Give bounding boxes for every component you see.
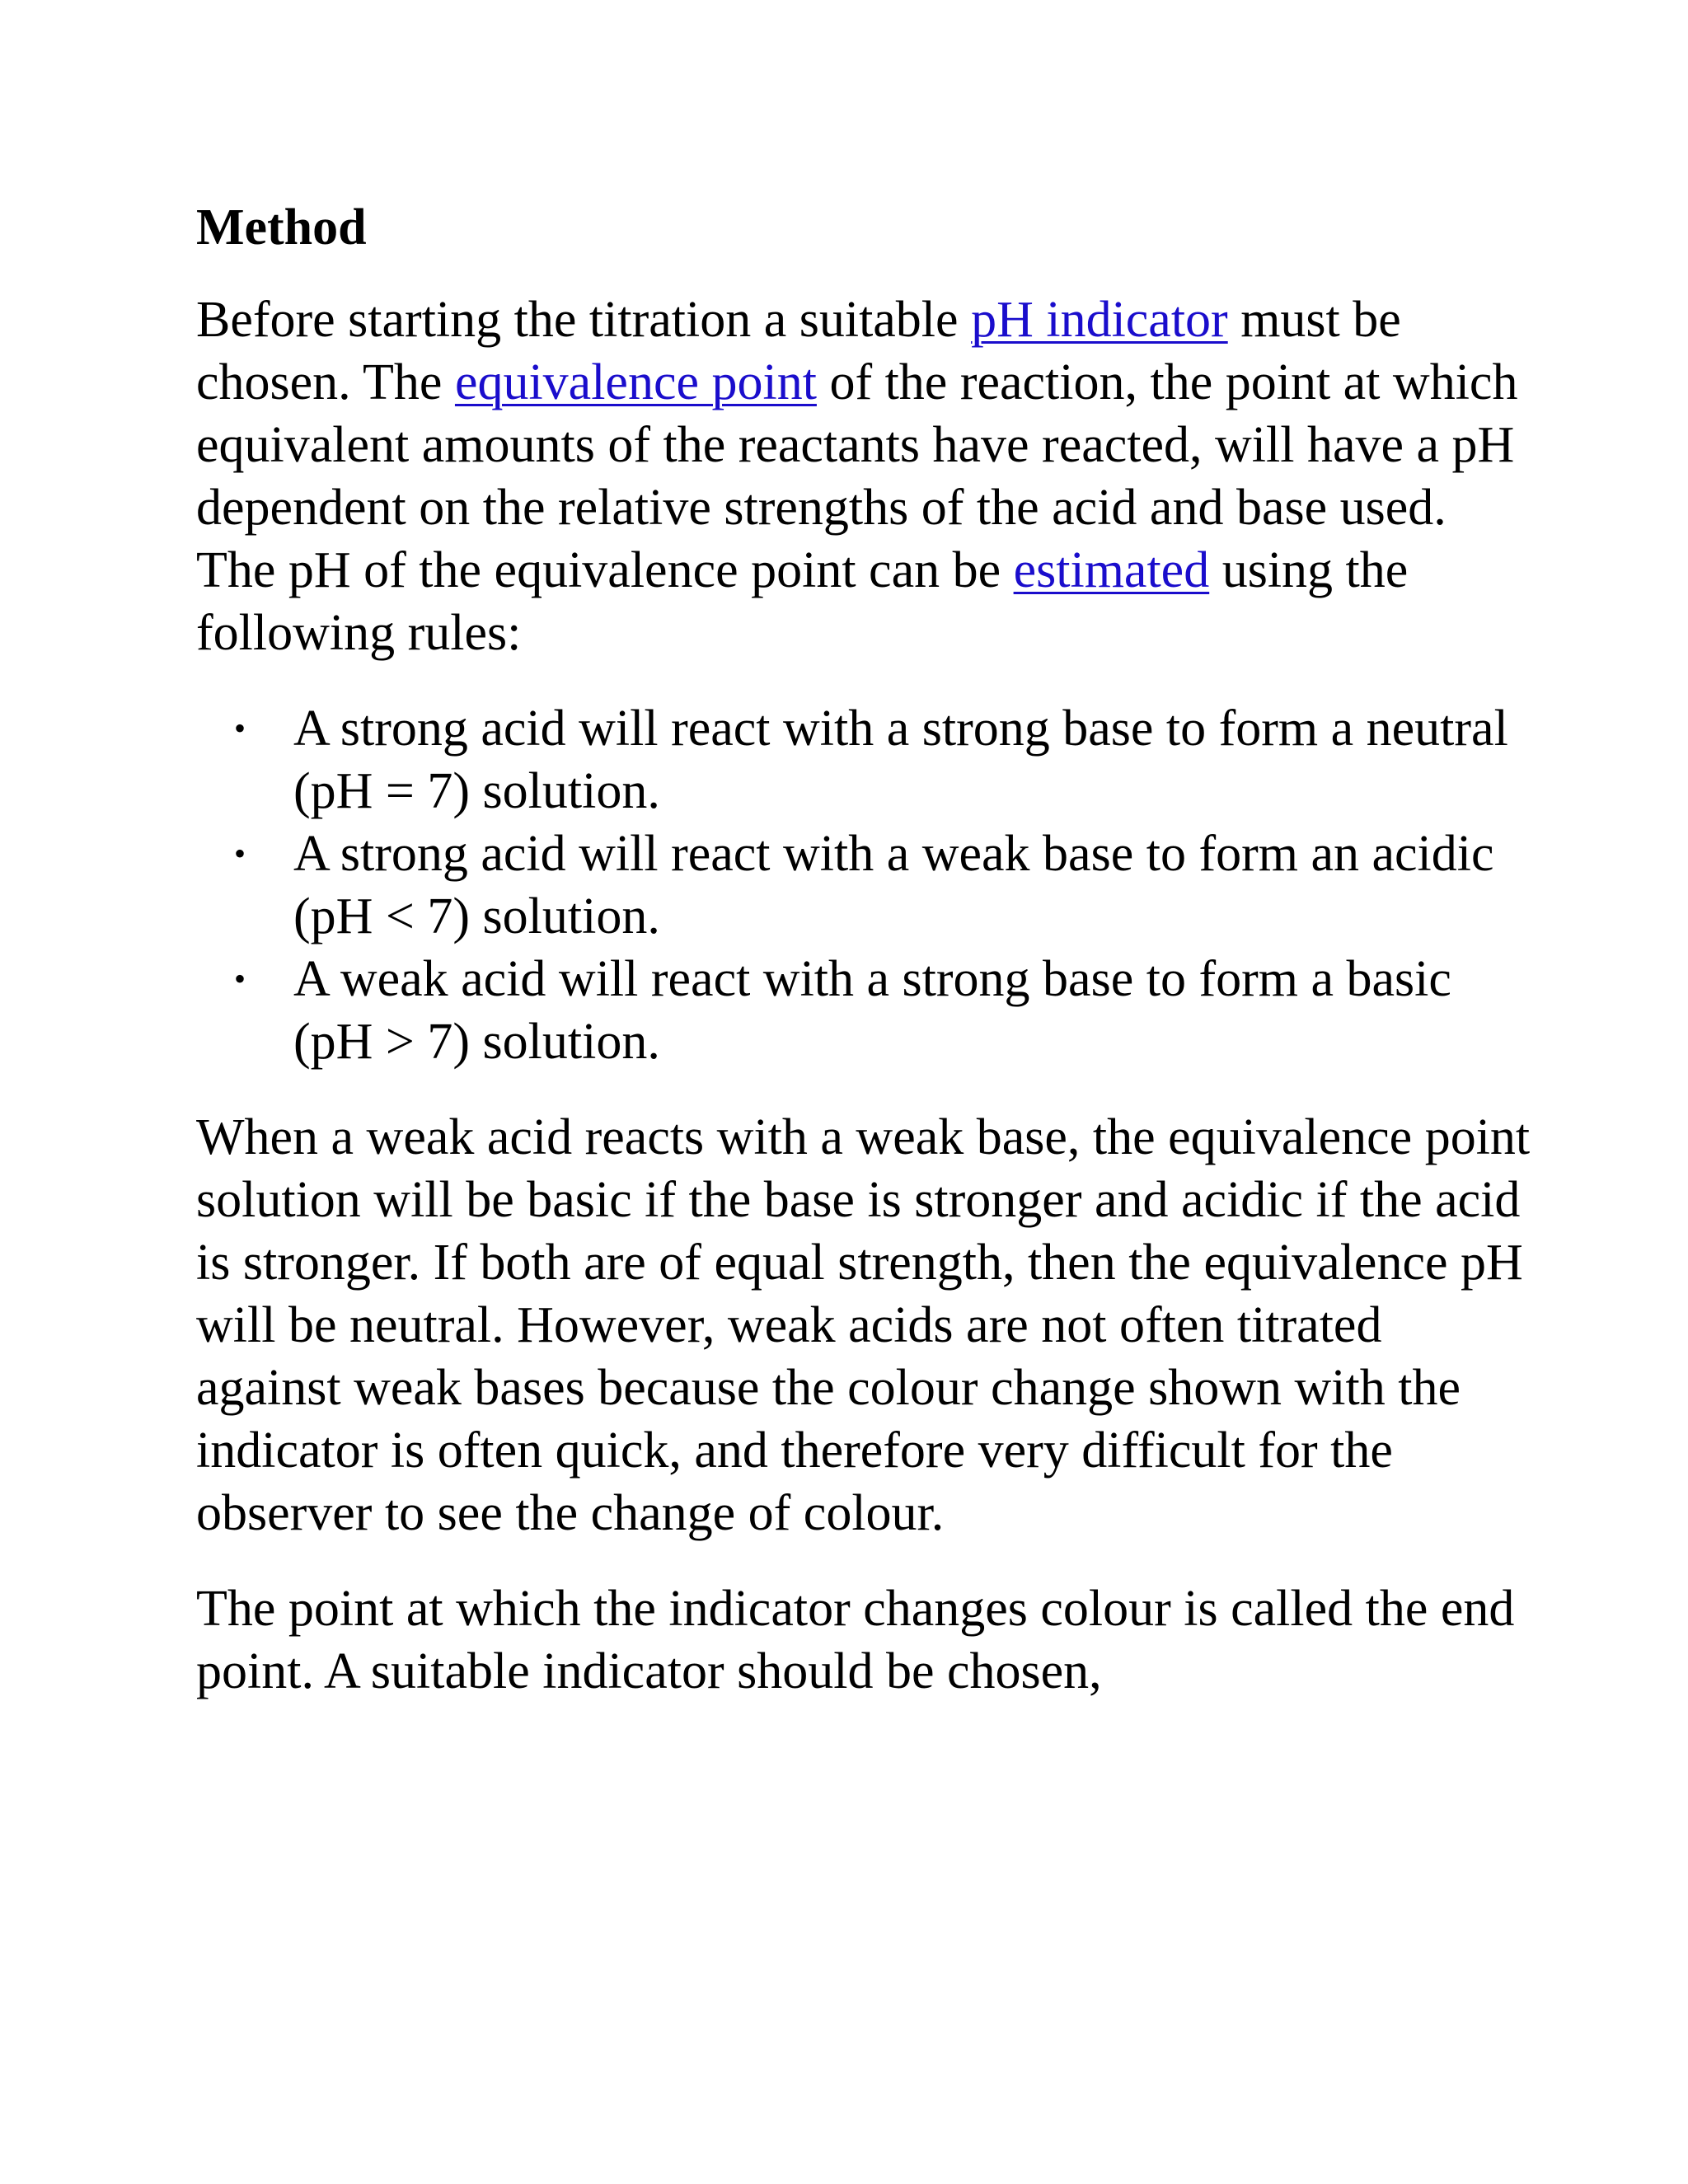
intro-paragraph <box>196 288 1531 664</box>
intro-text-4: using the following rules: <box>196 542 1409 661</box>
equivalence-point-link[interactable]: equivalence point <box>454 354 817 410</box>
end-point-paragraph: The point at which the indicator changes colour is called the end point. A suitable indicator should be chosen, <box>196 1581 1515 1699</box>
list-item <box>234 697 1531 823</box>
section-heading: Method <box>196 199 367 255</box>
rule-text: A strong acid will react with a weak base to form an acidic (pH < 7) solution. <box>293 826 1494 944</box>
intro-text-2: must be chosen. The <box>196 292 1401 410</box>
weak-acid-weak-base-paragraph: When a weak acid reacts with a weak base, the equivalence point solution will be basic if the base is stronger and acidic if the acid is stronger. If both are of equal strength, then the equivalence pH will be neutral. However, weak acids are not often titrated against weak bases because the colour change shown with the indicator is often quick, and therefore very difficult for the observer to see the change of colour. <box>196 1109 1531 1541</box>
ph-indicator-link[interactable]: pH indicator <box>971 292 1228 348</box>
bullet-icon: • <box>234 835 246 872</box>
list-item <box>234 823 1531 948</box>
intro-text-1: Before starting the titration a suitable <box>196 292 972 348</box>
estimated-link[interactable]: estimated <box>1013 542 1210 598</box>
list-item <box>234 948 1531 1073</box>
rule-text: A strong acid will react with a strong base to form a neutral (pH = 7) solution. <box>293 701 1508 819</box>
document-page <box>196 196 1531 1703</box>
bullet-icon: • <box>234 710 246 747</box>
rules-list <box>196 697 1531 1073</box>
rule-text: A weak acid will react with a strong base to form a basic (pH > 7) solution. <box>293 951 1451 1070</box>
bullet-icon: • <box>234 960 246 997</box>
intro-text-3: of the reaction, the point at which equivalent amounts of the reactants have reacted, will have a pH dependent on the relative strengths of the acid and base used. The pH of the equivalence point can be <box>196 354 1518 598</box>
